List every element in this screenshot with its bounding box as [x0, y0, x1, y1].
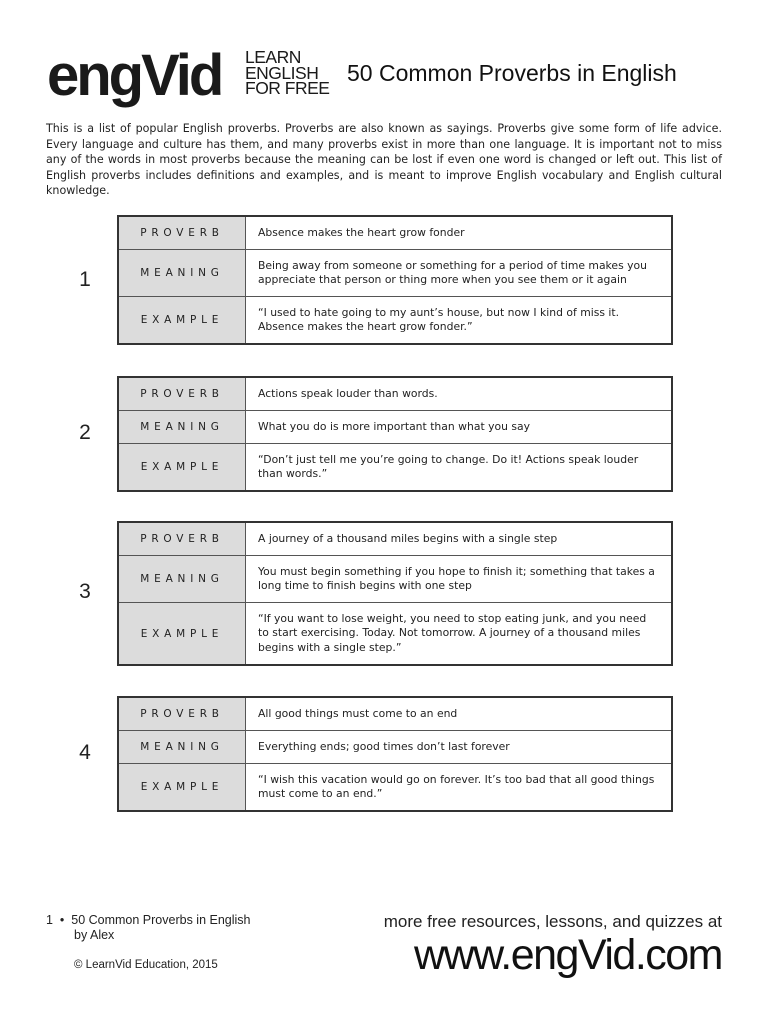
proverb-row [119, 698, 671, 731]
intro-paragraph: This is a list of popular English proverbs. Proverbs are also known as sayings. Proverbs give some form of life advice. Every language and culture has them, and many proverbs exist in more than one language. It is important not to miss any of the words in most proverbs because the meaning can be lost if even one word is changed or left out. This list of English proverbs includes definitions and examples, and is meant to improve English vocabulary and English cultural knowledge. [46, 122, 722, 197]
proverb-table [117, 696, 673, 812]
footer-doc-title: 50 Common Proverbs in English [71, 913, 251, 927]
proverb-table [117, 215, 673, 345]
meaning-label: MEANING [119, 411, 246, 443]
example-row [119, 603, 671, 664]
proverb-text: All good things must come to an end [258, 706, 458, 720]
footer-promo [384, 912, 722, 978]
meaning-label: MEANING [119, 556, 246, 602]
example-row [119, 297, 671, 343]
meaning-row [119, 250, 671, 297]
proverb-number: 2 [79, 421, 91, 444]
proverb-label: PROVERB [119, 378, 246, 410]
proverb-table [117, 521, 673, 666]
logo-tag-line-2: ENGLISH [245, 62, 319, 83]
example-text: “If you want to lose weight, you need to stop eating junk, and you need to start exercising. Today. Not tomorrow. A journey of a thousand miles begins with a single step.” [258, 611, 647, 654]
footer-url[interactable]: www.engVid.com [413, 931, 722, 979]
bullet-separator: • [59, 913, 65, 927]
proverb-number: 1 [79, 268, 91, 291]
example-label: EXAMPLE [119, 297, 246, 343]
proverb-label: PROVERB [119, 698, 246, 730]
proverb-text: Actions speak louder than words. [258, 386, 438, 400]
example-label: EXAMPLE [119, 764, 246, 810]
proverb-number: 3 [79, 580, 91, 603]
meaning-text: Everything ends; good times don’t last forever [258, 739, 510, 753]
meaning-text: What you do is more important than what you say [258, 419, 531, 433]
example-text: “I wish this vacation would go on forever. It’s too bad that all good things must come to an end.” [258, 772, 655, 800]
proverb-table [117, 376, 673, 492]
logo-tagline [245, 47, 330, 98]
footer-more-text: more free resources, lessons, and quizzes at [383, 912, 722, 931]
example-label: EXAMPLE [119, 603, 246, 664]
meaning-row [119, 731, 671, 764]
document-title: 50 Common Proverbs in English [347, 60, 677, 86]
example-text: “Don’t just tell me you’re going to change. Do it! Actions speak louder than words.” [258, 452, 639, 480]
meaning-text: Being away from someone or something for a period of time makes you appreciate that person or thing more when you see them or it again [258, 258, 647, 286]
meaning-row [119, 411, 671, 444]
footer-credits [46, 913, 251, 973]
proverb-text: A journey of a thousand miles begins with a single step [258, 531, 558, 545]
proverb-text: Absence makes the heart grow fonder [258, 225, 465, 239]
proverb-row [119, 378, 671, 411]
proverb-row [119, 217, 671, 250]
example-label: EXAMPLE [119, 444, 246, 490]
footer-author: by Alex [74, 928, 115, 942]
meaning-row [119, 556, 671, 603]
proverb-label: PROVERB [119, 523, 246, 555]
meaning-label: MEANING [119, 250, 246, 296]
logo-tag-line-3: FOR FREE [245, 78, 330, 98]
example-row [119, 764, 671, 810]
meaning-text: You must begin something if you hope to finish it; something that takes a long time to finish begins with one step [258, 564, 655, 592]
footer-copyright: © LearnVid Education, 2015 [74, 959, 218, 971]
logo-wordmark: engVid [47, 43, 222, 108]
meaning-label: MEANING [119, 731, 246, 763]
proverb-row [119, 523, 671, 556]
page-number: 1 [46, 913, 53, 927]
proverb-number: 4 [79, 741, 91, 764]
proverb-label: PROVERB [119, 217, 246, 249]
example-text: “I used to hate going to my aunt’s house, but now I kind of miss it. Absence makes the heart grow fonder.” [258, 305, 620, 333]
example-row [119, 444, 671, 490]
header [47, 44, 747, 108]
logo-tag-line-1: LEARN [245, 47, 301, 67]
